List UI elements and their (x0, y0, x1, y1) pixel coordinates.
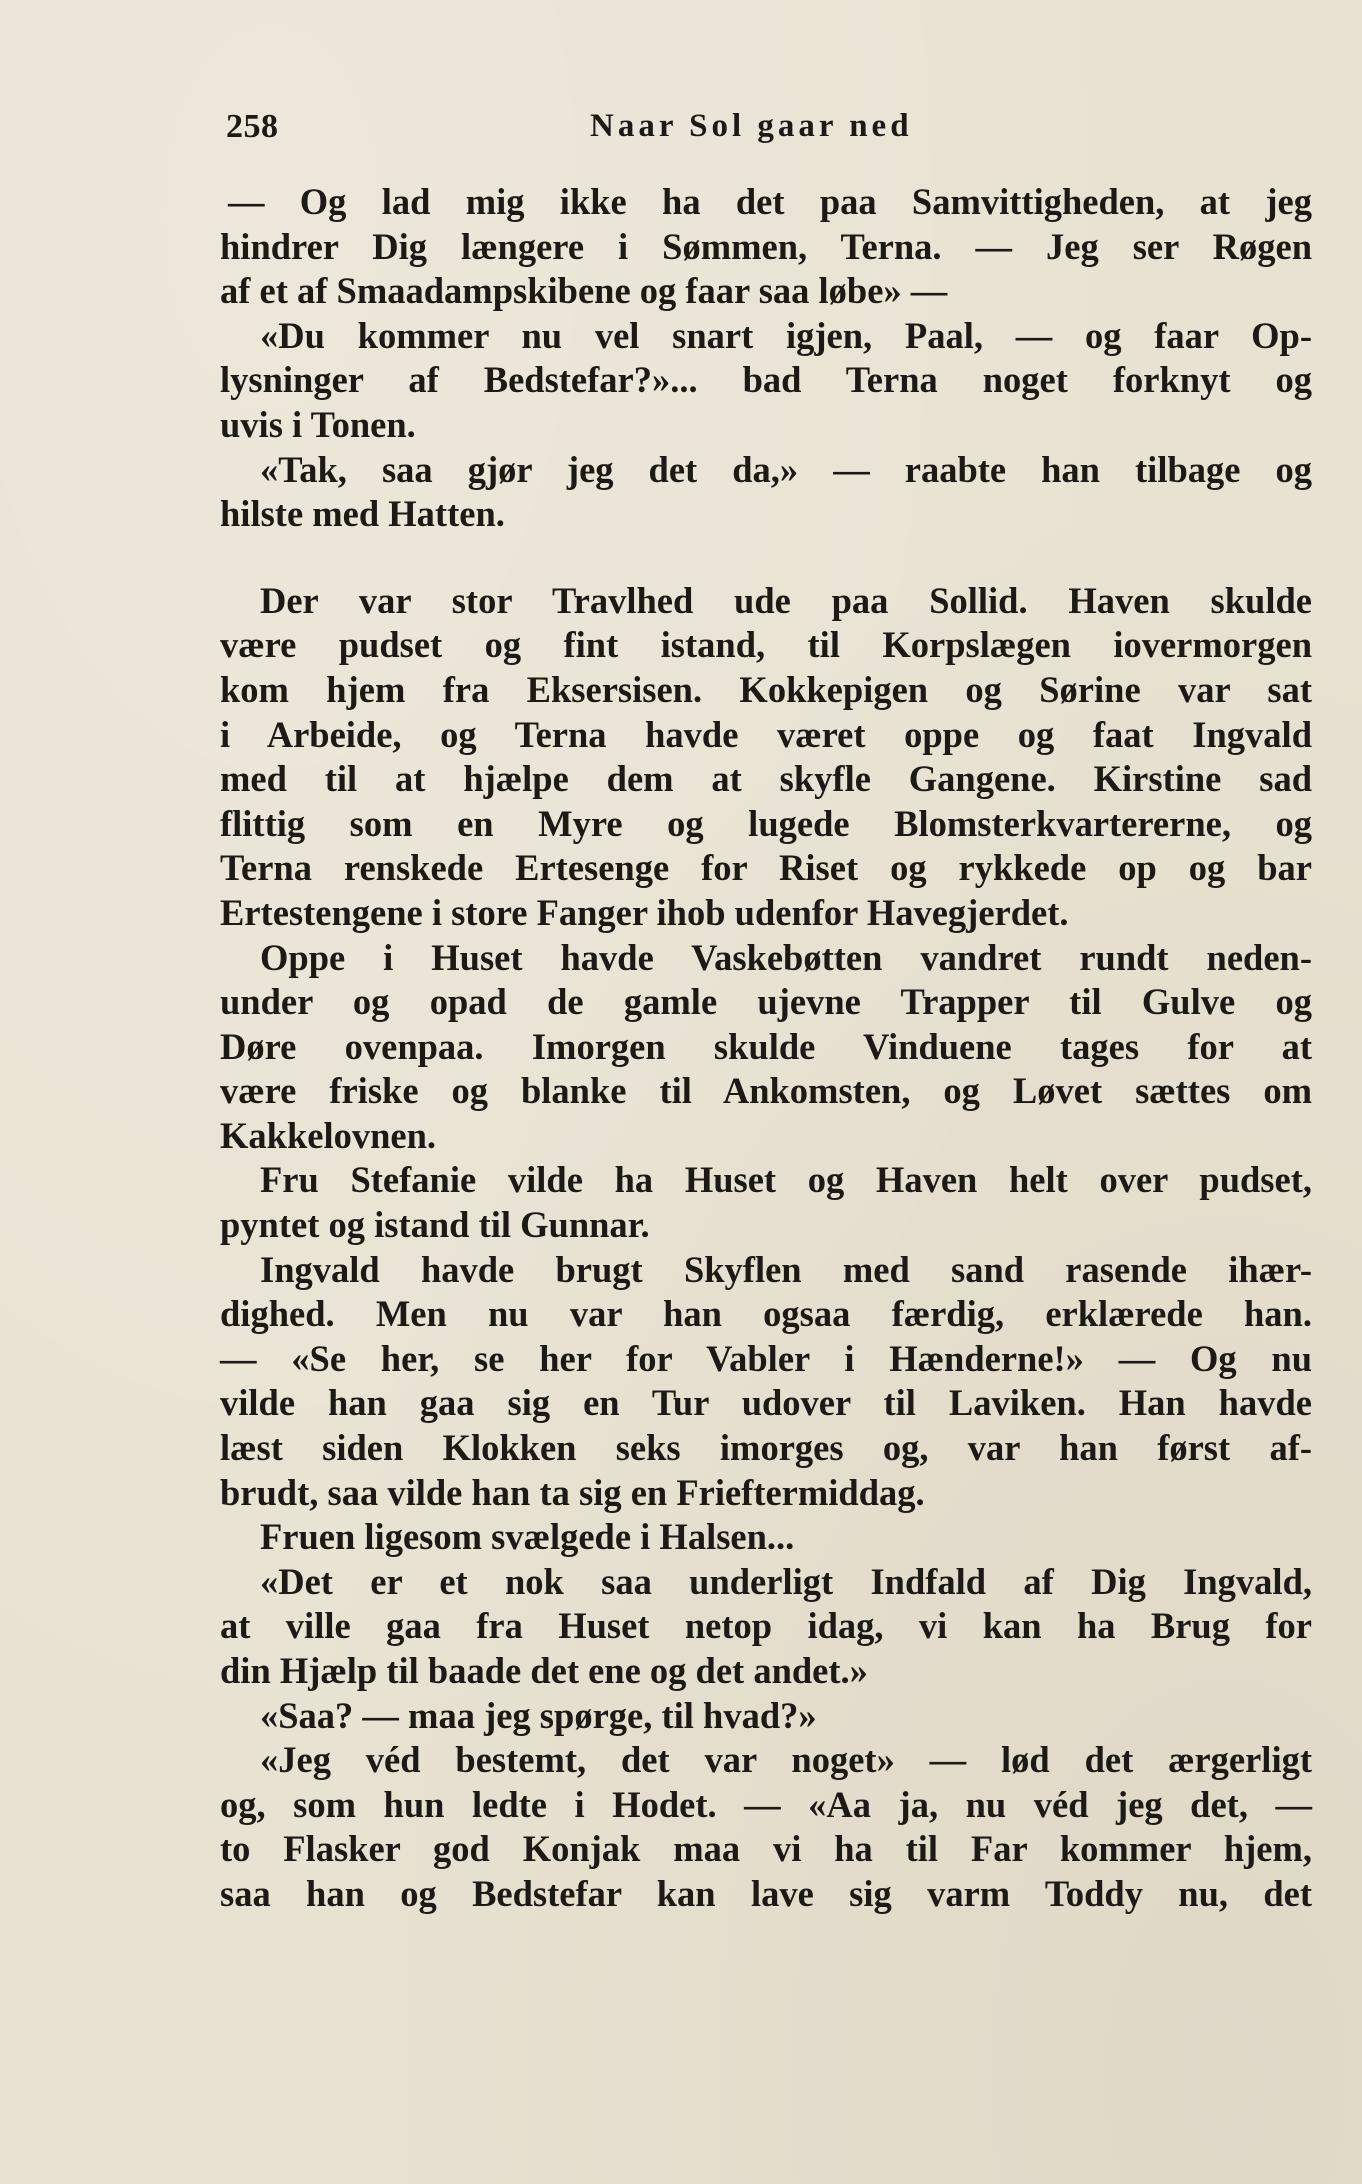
text-line: din Hjælp til baade det ene og det andet.» (220, 1650, 868, 1691)
text-line: hindrer Dig længere i Sømmen, Terna. — Jeg ser Røgen (220, 225, 1312, 267)
section-break (220, 537, 1312, 579)
text-line: læst siden Klokken seks imorges og, var han først af- (220, 1427, 1312, 1469)
page-number: 258 (226, 108, 279, 145)
running-title: Naar Sol gaar ned (590, 108, 913, 144)
text-line: flittig som en Myre og lugede Blomsterkvartererne, og (220, 802, 1312, 844)
text-line: — «Se her, se her for Vabler i Hænderne!» — Og nu (220, 1337, 1312, 1379)
text-line: dighed. Men nu var han ogsaa færdig, erklærede han. (220, 1293, 1312, 1335)
text-line: Terna renskede Ertesenge for Riset og rykkede op og bar (220, 847, 1312, 889)
text-line: Ingvald havde brugt Skyflen med sand rasende ihær- (260, 1248, 1312, 1290)
text-line: «Det er et nok saa underligt Indfald af Dig Ingvald, (260, 1560, 1312, 1602)
text-line: at ville gaa fra Huset netop idag, vi kan ha Brug for (220, 1605, 1312, 1647)
text-line: Der var stor Travlhed ude paa Sollid. Haven skulde (260, 579, 1312, 621)
text-line: lysninger af Bedstefar?»... bad Terna noget forknyt og (220, 359, 1312, 401)
text-line: kom hjem fra Eksersisen. Kokkepigen og Sørine var sat (220, 668, 1312, 710)
text-line: Døre ovenpaa. Imorgen skulde Vinduene tages for at (220, 1025, 1312, 1067)
text-line: i Arbeide, og Terna havde været oppe og faat Ingvald (220, 713, 1312, 755)
text-line: pyntet og istand til Gunnar. (220, 1204, 650, 1246)
text-line: uvis i Tonen. (220, 403, 416, 445)
text-line: vilde han gaa sig en Tur udover til Laviken. Han havde (220, 1382, 1312, 1424)
text-line: hilste med Hatten. (220, 493, 505, 535)
text-line: med til at hjælpe dem at skyfle Gangene. Kirstine sad (220, 758, 1312, 800)
text-line: «Du kommer nu vel snart igjen, Paal, — og faar Op- (260, 314, 1312, 356)
text-line: under og opad de gamle ujevne Trapper til Gulve og (220, 981, 1312, 1023)
text-line: Oppe i Huset havde Vaskebøtten vandret rundt neden- (260, 936, 1312, 978)
text-line: af et af Smaadampskibene og faar saa løbe» — (220, 270, 948, 312)
text-line: og, som hun ledte i Hodet. — «Aa ja, nu véd jeg det, — (220, 1783, 1312, 1825)
text-line: brudt, saa vilde han ta sig en Frieftermiddag. (220, 1471, 925, 1513)
text-line: to Flasker god Konjak maa vi ha til Far kommer hjem, (220, 1828, 1312, 1870)
text-line: være friske og blanke til Ankomsten, og Løvet sættes om (220, 1070, 1312, 1112)
text-line: Kakkelovnen. (220, 1114, 437, 1156)
text-line: saa han og Bedstefar kan lave sig varm Toddy nu, det (220, 1872, 1312, 1914)
text-line: Ertestengene i store Fanger ihob udenfor Havegjerdet. (220, 891, 1069, 933)
text-line: «Saa? — maa jeg spørge, til hvad?» (260, 1694, 817, 1736)
page-header (226, 108, 1316, 152)
text-line: Fru Stefanie vilde ha Huset og Haven helt over pudset, (260, 1159, 1312, 1201)
text-line: — Og lad mig ikke ha det paa Samvittigheden, at jeg (228, 181, 1312, 222)
text-line: «Jeg véd bestemt, det var noget» — lød det ærgerligt (260, 1739, 1312, 1781)
text-line: være pudset og fint istand, til Korpslægen iovermorgen (220, 624, 1312, 666)
text-line: «Tak, saa gjør jeg det da,» — raabte han tilbage og (260, 448, 1312, 490)
text-line: Fruen ligesom svælgede i Halsen... (260, 1516, 795, 1558)
body-text (220, 180, 1312, 1917)
